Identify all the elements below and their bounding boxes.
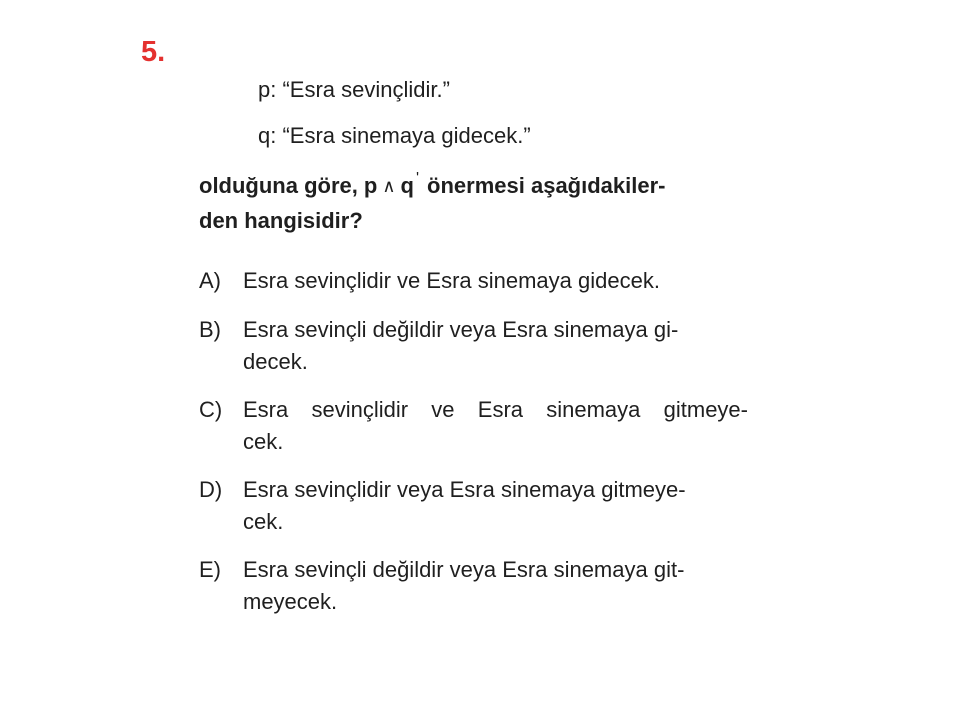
premise-p: p: “Esra sevinçlidir.” xyxy=(258,77,450,102)
stem-line-2: den hangisidir? xyxy=(199,208,363,233)
option-letter: E) xyxy=(199,557,221,582)
option-text xyxy=(243,265,748,297)
option-line: Esra sevinçli değildir veya Esra sinemaya gi- xyxy=(243,317,679,342)
option-text xyxy=(243,394,748,458)
option-line: Esra sevinçlidir ve Esra sinemaya gidecek. xyxy=(243,268,660,293)
option-d[interactable] xyxy=(199,474,759,538)
option-line: cek. xyxy=(243,429,284,454)
option-letter: A) xyxy=(199,268,221,293)
logic-expression xyxy=(364,170,419,205)
option-e[interactable] xyxy=(199,554,759,618)
option-line: decek. xyxy=(243,349,308,374)
option-line: Esra sevinçli değildir veya Esra sinemaya git- xyxy=(243,557,685,582)
option-text xyxy=(243,474,748,538)
var-q: q xyxy=(400,173,414,198)
stem-line-1 xyxy=(199,170,759,205)
option-letter: D) xyxy=(199,477,223,502)
question-number: 5. xyxy=(141,36,166,68)
option-text xyxy=(243,314,748,378)
option-a[interactable] xyxy=(199,265,759,297)
option-b[interactable] xyxy=(199,314,759,378)
option-c[interactable] xyxy=(199,394,759,458)
option-line: Esra sevinçlidir veya Esra sinemaya gitmeye- xyxy=(243,477,686,502)
and-operator: ∧ xyxy=(382,176,396,196)
option-line: meyecek. xyxy=(243,589,338,614)
premise-q: q: “Esra sinemaya gidecek.” xyxy=(258,123,531,148)
stem-before: olduğuna göre, xyxy=(199,173,358,198)
var-p: p xyxy=(363,173,378,198)
option-line: Esra sevinçlidir ve Esra sinemaya gitmeye- xyxy=(243,397,748,422)
negation-prime: ' xyxy=(415,170,420,187)
stem-after: önermesi aşağıdakiler- xyxy=(427,173,666,198)
question-stem xyxy=(199,170,759,237)
option-letter: B) xyxy=(199,317,221,342)
option-letter: C) xyxy=(199,397,223,422)
option-text xyxy=(243,554,748,618)
option-line: cek. xyxy=(243,509,284,534)
